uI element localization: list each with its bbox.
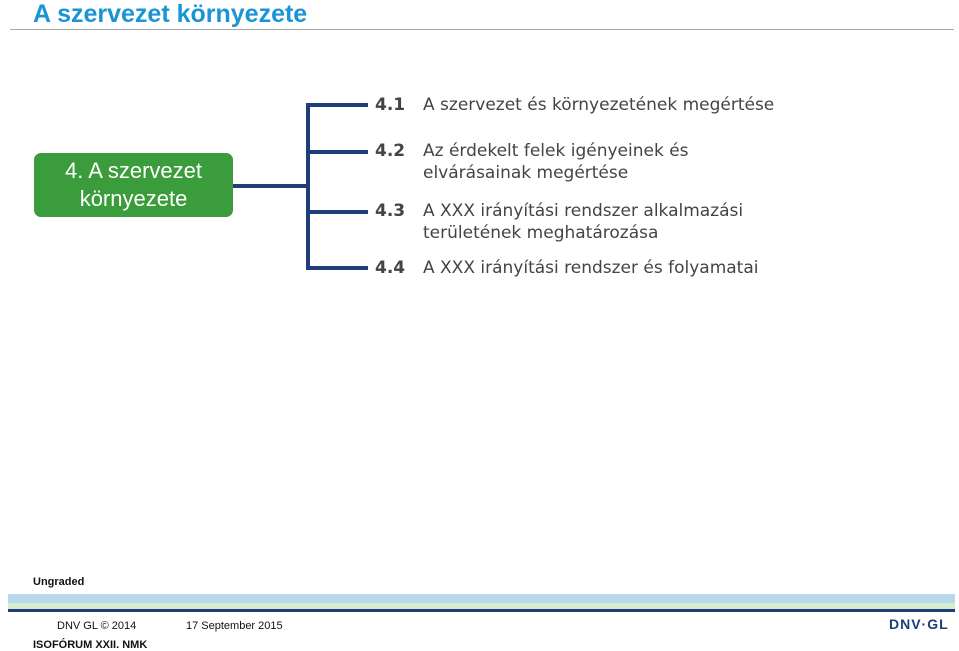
item-number: 4.3 — [375, 201, 406, 221]
item-text-line2: elvárásainak megértése — [423, 163, 629, 183]
list-item-4-3 — [375, 200, 743, 244]
item-number: 4.4 — [375, 258, 406, 278]
footer-band-blue — [8, 594, 955, 603]
list-item-4-2 — [375, 140, 689, 184]
chapter-box-line1: 4. A szervezet — [65, 158, 202, 183]
item-text: Az érdekelt felek igényeinek és — [423, 141, 689, 161]
slide-title: A szervezet környezete — [33, 0, 308, 28]
chapter-box-line2: környezete — [79, 186, 188, 211]
footer-band-navy — [8, 609, 955, 612]
item-number: 4.2 — [375, 141, 406, 161]
list-item-4-4 — [375, 257, 759, 279]
item-text-line2: területének meghatározása — [423, 223, 659, 243]
item-number: 4.1 — [375, 95, 406, 115]
item-text: A XXX irányítási rendszer alkalmazási — [423, 201, 744, 221]
footer-event: ISOFÓRUM XXII. NMK — [33, 639, 148, 651]
item-text: A szervezet és környezetének megértése — [423, 95, 775, 115]
footer-copyright: DNV GL © 2014 — [57, 620, 137, 632]
footer-date: 17 September 2015 — [186, 620, 283, 632]
item-text: A XXX irányítási rendszer és folyamatai — [423, 258, 759, 278]
list-item-4-1 — [375, 94, 774, 116]
classification-label: Ungraded — [33, 576, 85, 588]
dnvgl-logo: DNV·GL — [889, 616, 949, 632]
